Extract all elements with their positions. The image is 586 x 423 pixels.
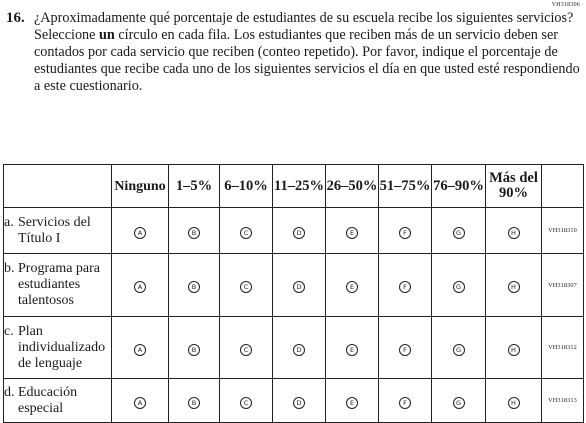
response-bubble[interactable]: E: [346, 397, 358, 409]
response-bubble[interactable]: E: [346, 227, 358, 239]
question-number: 16.: [6, 10, 25, 26]
response-cell: [486, 379, 542, 423]
response-bubble[interactable]: C: [240, 281, 252, 293]
response-cell: [220, 379, 273, 423]
question-instruction-pre: Seleccione: [34, 27, 99, 43]
question-instruction-post: círculo en cada fila. Los estudiantes que reciben más de un servicio deben ser contados por cada servicio que reciben (conteo repetido). Por favor, indique el porcentaje de estudiantes que recibe cada uno de los siguientes servicios el día en que usted esté respondiendo a este cuestionario.: [34, 27, 580, 94]
response-bubble[interactable]: C: [240, 227, 252, 239]
row-item-code: VH318313: [542, 379, 584, 423]
response-cell: [379, 379, 432, 423]
column-header-2: 6–10%: [220, 165, 273, 208]
row-label-cell: [4, 379, 112, 423]
header-code-blank: [542, 165, 584, 208]
response-bubble[interactable]: E: [346, 281, 358, 293]
row-item-code: VH318310: [542, 208, 584, 254]
header-row: [4, 165, 584, 208]
row-label-text: Servicios del Título I: [18, 214, 91, 246]
response-bubble[interactable]: H: [508, 281, 520, 293]
response-bubble[interactable]: F: [399, 397, 411, 409]
column-header-1: 1–5%: [169, 165, 220, 208]
row-letter: b.: [4, 261, 15, 276]
row-label: [4, 215, 111, 247]
response-bubble[interactable]: H: [508, 397, 520, 409]
column-header-3: 11–25%: [273, 165, 326, 208]
response-bubble[interactable]: H: [508, 227, 520, 239]
response-bubble[interactable]: G: [453, 227, 465, 239]
response-cell: [169, 254, 220, 317]
row-label-text: Educación especial: [18, 384, 78, 416]
response-cell: [273, 208, 326, 254]
row-label-cell: [4, 208, 112, 254]
question-line-1: ¿Aproximadamente qué porcentaje de estudiantes de su escuela recibe los siguientes servicios?: [34, 10, 574, 26]
item-code: VH318306: [551, 2, 580, 8]
column-header-0: Ninguno: [112, 165, 169, 208]
response-bubble[interactable]: F: [399, 227, 411, 239]
row-item-code: VH318312: [542, 317, 584, 379]
response-bubble[interactable]: D: [293, 344, 305, 356]
table-row: [4, 254, 584, 317]
response-bubble[interactable]: G: [453, 397, 465, 409]
response-bubble[interactable]: D: [293, 281, 305, 293]
grid-body: [4, 208, 584, 423]
response-cell: [432, 317, 486, 379]
row-letter: a.: [4, 214, 14, 230]
response-cell: [326, 379, 379, 423]
response-cell: [379, 208, 432, 254]
response-cell: [169, 208, 220, 254]
response-cell: [326, 317, 379, 379]
response-bubble[interactable]: B: [188, 397, 200, 409]
row-label: [4, 324, 111, 372]
response-cell: [486, 317, 542, 379]
response-cell: [486, 254, 542, 317]
row-label-text: Programa para estudiantes talentosos: [18, 261, 101, 308]
response-grid: [3, 164, 584, 423]
response-bubble[interactable]: H: [508, 344, 520, 356]
response-cell: [432, 254, 486, 317]
table-row: [4, 379, 584, 423]
row-label-cell: [4, 254, 112, 317]
response-cell: [432, 379, 486, 423]
row-letter: d.: [4, 384, 15, 400]
question-text: [34, 10, 580, 95]
row-label-text: Plan individualizado de lenguaje: [18, 323, 106, 371]
response-bubble[interactable]: F: [399, 344, 411, 356]
row-letter: c.: [4, 323, 14, 339]
response-cell: [379, 317, 432, 379]
response-cell: [273, 379, 326, 423]
response-cell: [273, 317, 326, 379]
response-bubble[interactable]: D: [293, 227, 305, 239]
table-row: [4, 208, 584, 254]
question-block: [6, 10, 580, 95]
response-cell: [486, 208, 542, 254]
row-item-code: VH318307: [542, 254, 584, 317]
row-label: [4, 385, 111, 417]
response-bubble[interactable]: C: [240, 397, 252, 409]
header-blank: [4, 165, 112, 208]
response-bubble[interactable]: G: [453, 281, 465, 293]
response-bubble[interactable]: C: [240, 344, 252, 356]
response-cell: [220, 208, 273, 254]
response-cell: [220, 254, 273, 317]
response-bubble[interactable]: A: [134, 397, 146, 409]
response-cell: [273, 254, 326, 317]
response-cell: [326, 254, 379, 317]
response-cell: [326, 208, 379, 254]
response-cell: [112, 208, 169, 254]
column-header-4: 26–50%: [326, 165, 379, 208]
response-bubble[interactable]: B: [188, 281, 200, 293]
response-cell: [169, 379, 220, 423]
column-header-7: Más del 90%: [486, 165, 542, 208]
response-bubble[interactable]: E: [346, 344, 358, 356]
column-header-5: 51–75%: [379, 165, 432, 208]
response-bubble[interactable]: B: [188, 227, 200, 239]
response-cell: [379, 254, 432, 317]
response-bubble[interactable]: A: [134, 344, 146, 356]
response-bubble[interactable]: A: [134, 281, 146, 293]
response-cell: [112, 379, 169, 423]
response-bubble[interactable]: D: [293, 397, 305, 409]
response-cell: [220, 317, 273, 379]
question-instruction-emphasis: un: [99, 27, 115, 43]
response-bubble[interactable]: F: [399, 281, 411, 293]
column-header-6: 76–90%: [432, 165, 486, 208]
response-cell: [432, 208, 486, 254]
table-row: [4, 317, 584, 379]
response-cell: [112, 254, 169, 317]
row-label: [4, 261, 111, 309]
response-bubble[interactable]: G: [453, 344, 465, 356]
response-bubble[interactable]: B: [188, 344, 200, 356]
response-cell: [112, 317, 169, 379]
response-bubble[interactable]: A: [134, 227, 146, 239]
row-label-cell: [4, 317, 112, 379]
response-cell: [169, 317, 220, 379]
